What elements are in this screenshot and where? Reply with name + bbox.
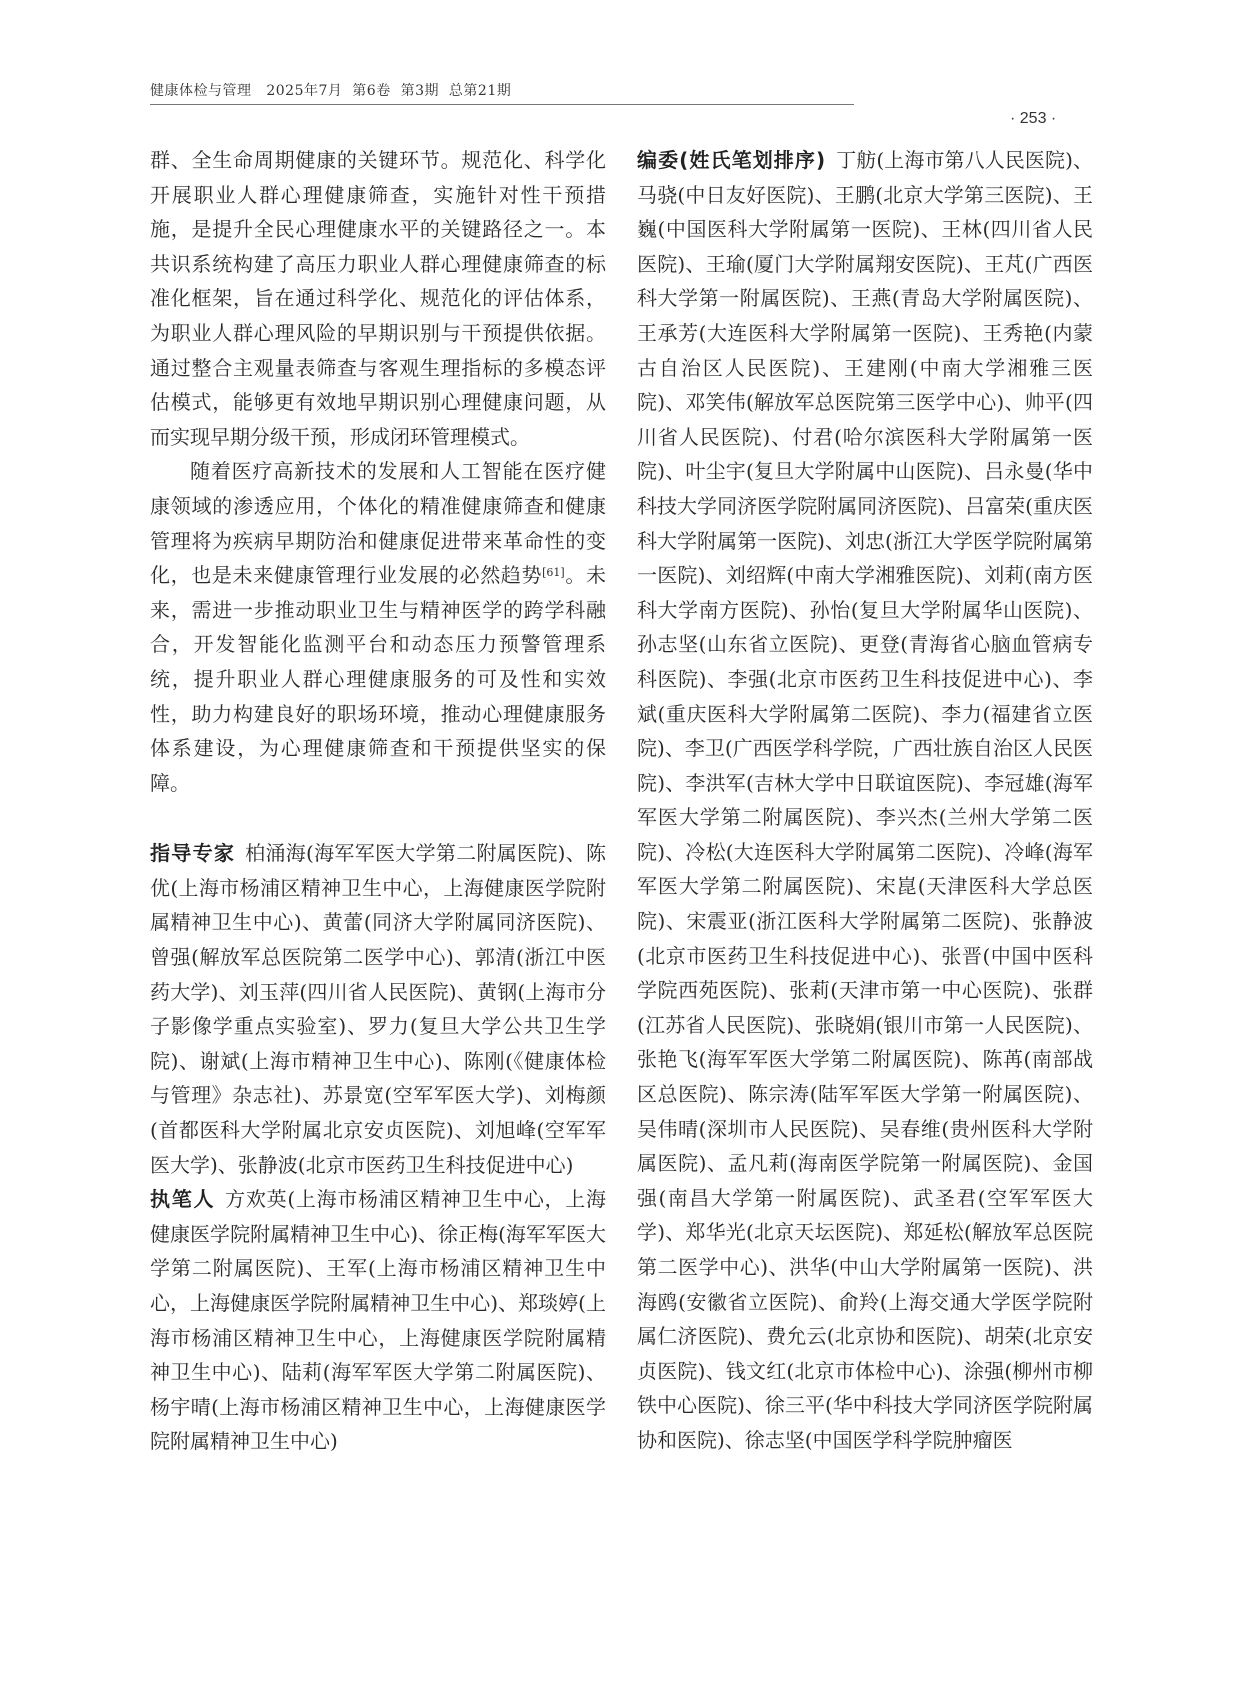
editors-list: 丁舫(上海市第八人民医院)、马骁(中日友好医院)、王鹏(北京大学第三医院)、王巍(中国医科大学附属第一医院)、王林(四川省人民医院)、王瑜(厦门大学附属翔安医院)、王芃(广西医科大学第一附属医院)、王燕(青岛大学附属医院)、王承芳(大连医科大学附属第一医院)、王秀艳(内蒙古自治区人民医院)、王建刚(中南大学湘雅三医院)、邓笑伟(解放军总医院第三医学中心)、帅平(四川省人民医院)、付君(哈尔滨医科大学附属第一医院)、叶尘宇(复旦大学附属中山医院)、吕永曼(华中科技大学同济医学院附属同济医院)、吕富荣(重庆医科大学附属第一医院)、刘忠(浙江大学医学院附属第一医院)、刘绍辉(中南大学湘雅医院)、刘莉(南方医科大学南方医院)、孙怡(复旦大学附属华山医院)、孙志坚(山东省立医院)、更登(青海省心脑血管病专科医院)、李强(北京市医药卫生科技促进中心)、李斌(重庆医科大学附属第二医院)、李力(福建省立医院)、李卫(广西医学科学院，广西壮族自治区人民医院)、李洪军(吉林大学中日联谊医院)、李冠雄(海军军医大学第二附属医院)、李兴杰(兰州大学第二医院)、冷松(大连医科大学附属第二医院)、冷峰(海军军医大学第二附属医院)、宋崑(天津医科大学总医院)、宋震亚(浙江医科大学附属第二医院)、张静波(北京市医药卫生科技促进中心)、张晋(中国中医科学院西苑医院)、张莉(天津市第一中心医院)、张群(江苏省人民医院)、张晓娟(银川市第一人民医院)、张艳飞(海军军医大学第二附属医院)、陈苒(南部战区总医院)、陈宗涛(陆军军医大学第一附属医院)、吴伟晴(深圳市人民医院)、吴春维(贵州医科大学附属医院)、孟凡莉(海南医学院第一附属医院)、金国强(南昌大学第一附属医院)、武圣君(空军军医大学)、郑华光(北京天坛医院)、郑延松(解放军总医院第二医学中心)、洪华(中山大学附属第一医院)、洪海鸥(安徽省立医院)、俞羚(上海交通大学医学院附属仁济医院)、费允云(北京协和医院)、胡荣(北京安贞医院)、钱文红(北京市体检中心)、涂强(柳州市柳铁中心医院)、徐三平(华中科技大学同济医学院附属协和医院)、徐志坚(中国医学科学院肿瘤医 bbox=[637, 148, 1093, 1452]
right-column bbox=[637, 143, 1093, 1458]
editorial-board bbox=[637, 143, 1093, 1458]
body-paragraph-2 bbox=[150, 454, 606, 800]
issue-info: 2025年7月 第6卷 第3期 总第21期 bbox=[266, 83, 512, 99]
citation-ref: [61] bbox=[542, 566, 565, 580]
section-gap bbox=[150, 800, 606, 836]
experts-label: 指导专家 bbox=[150, 841, 236, 866]
page-number: · 253 · bbox=[1010, 110, 1057, 127]
running-header bbox=[150, 80, 511, 100]
body-paragraph-1: 群、全生命周期健康的关键环节。规范化、科学化开展职业人群心理健康筛查，实施针对性干预措施，是提升全民心理健康水平的关键路径之一。本共识系统构建了高压力职业人群心理健康筛查的标准化框架，旨在通过科学化、规范化的评估体系，为职业人群心理风险的早期识别与干预提供依据。通过整合主观量表筛查与客观生理指标的多模态评估模式，能够更有效地早期识别心理健康问题，从而实现早期分级干预，形成闭环管理模式。 bbox=[150, 148, 606, 449]
paragraph-2-text-cont: 。未来，需进一步推动职业卫生与精神医学的跨学科融合，开发智能化监测平台和动态压力预警管理系统，提升职业人群心理健康服务的可及性和实效性，助力构建良好的职场环境，推动心理健康服务体系建设，为心理健康筛查和干预提供坚实的保障。 bbox=[150, 563, 607, 795]
editors-label: 编委(姓氏笔划排序) bbox=[637, 148, 827, 172]
writers-label: 执笔人 bbox=[150, 1187, 216, 1212]
header-rule bbox=[150, 104, 854, 105]
experts-list: 柏涌海(海军军医大学第二附属医院)、陈优(上海市杨浦区精神卫生中心，上海健康医学院附属精神卫生中心)、黄蕾(同济大学附属同济医院)、曾强(解放军总医院第二医学中心)、郭清(浙江中医药大学)、刘玉萍(四川省人民医院)、黄钢(上海市分子影像学重点实验室)、罗力(复旦大学公共卫生学院)、谢斌(上海市精神卫生中心)、陈刚(《健康体检与管理》杂志社)、苏景宽(空军军医大学)、刘梅颜(首都医科大学附属北京安贞医院)、刘旭峰(空军军医大学)、张静波(北京市医药卫生科技促进中心) bbox=[150, 841, 607, 1177]
guidance-experts bbox=[150, 836, 606, 1182]
writers bbox=[150, 1182, 606, 1459]
writers-list: 方欢英(上海市杨浦区精神卫生中心，上海健康医学院附属精神卫生中心)、徐正梅(海军军医大学第二附属医院)、王军(上海市杨浦区精神卫生中心，上海健康医学院附属精神卫生中心)、郑琰婷(上海市杨浦区精神卫生中心，上海健康医学院附属精神卫生中心)、陆莉(海军军医大学第二附属医院)、杨宇晴(上海市杨浦区精神卫生中心，上海健康医学院附属精神卫生中心) bbox=[150, 1187, 606, 1454]
paragraph-2-text: 随着医疗高新技术的发展和人工智能在医疗健康领域的渗透应用，个体化的精准健康筛查和健康管理将为疾病早期防治和健康促进带来革命性的变化，也是未来健康管理行业发展的必然趋势 bbox=[150, 459, 606, 588]
journal-name: 健康体检与管理 bbox=[150, 83, 252, 99]
left-column bbox=[150, 143, 606, 1459]
